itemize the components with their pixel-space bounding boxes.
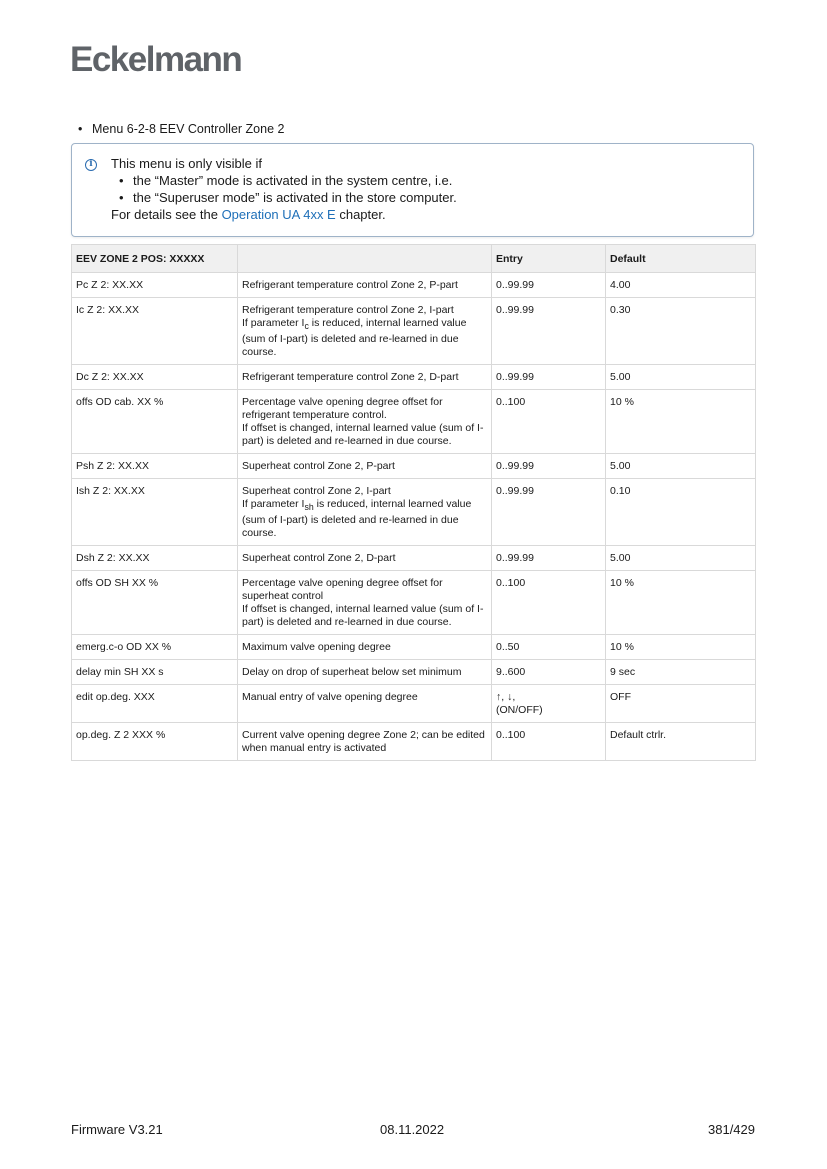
cell-parameter: Dc Z 2: XX.XX — [72, 365, 238, 390]
cell-entry: 0..50 — [492, 635, 606, 660]
cell-default: 9 sec — [606, 660, 756, 685]
cell-parameter: offs OD SH XX % — [72, 571, 238, 635]
table-row — [72, 546, 756, 571]
cell-entry: 0..100 — [492, 390, 606, 454]
cell-default: 10 % — [606, 390, 756, 454]
info-list-item — [111, 189, 457, 206]
bullet-icon: • — [119, 173, 124, 188]
cell-description: Current valve opening degree Zone 2; can be edited when manual entry is activated — [238, 723, 492, 761]
table-row — [72, 723, 756, 761]
cell-description: Refrigerant temperature control Zone 2, D-part — [238, 365, 492, 390]
footer-firmware: Firmware V3.21 — [71, 1122, 163, 1137]
cell-description — [238, 479, 492, 546]
cell-parameter: Psh Z 2: XX.XX — [72, 454, 238, 479]
table-row — [72, 685, 756, 723]
cell-entry: 0..100 — [492, 723, 606, 761]
table-row — [72, 479, 756, 546]
info-details-prefix: For details see the — [111, 207, 222, 222]
cell-default: 10 % — [606, 571, 756, 635]
cell-parameter: offs OD cab. XX % — [72, 390, 238, 454]
table-row — [72, 454, 756, 479]
cell-default: 5.00 — [606, 454, 756, 479]
parameter-subscript: c — [304, 321, 309, 332]
cell-entry: 0..99.99 — [492, 298, 606, 365]
header-default: Default — [606, 245, 756, 273]
description-text: Superheat control Zone 2, I-part If parameter I — [242, 485, 391, 511]
table-header-row — [72, 245, 756, 273]
menu-item-label: Menu 6-2-8 EEV Controller Zone 2 — [92, 122, 285, 136]
description-text: Refrigerant temperature control Zone 2, I-part If parameter I — [242, 304, 454, 329]
cell-default: 0.10 — [606, 479, 756, 546]
table-row — [72, 571, 756, 635]
cell-default: 4.00 — [606, 273, 756, 298]
header-entry: Entry — [492, 245, 606, 273]
cell-default: OFF — [606, 685, 756, 723]
cell-description: Superheat control Zone 2, P-part — [238, 454, 492, 479]
cell-entry: 0..99.99 — [492, 546, 606, 571]
cell-entry: 0..99.99 — [492, 273, 606, 298]
cell-default: 5.00 — [606, 546, 756, 571]
cell-default: 5.00 — [606, 365, 756, 390]
info-list-item-text: the “Superuser mode” is activated in the store computer. — [133, 190, 457, 205]
cell-description: Superheat control Zone 2, D-part — [238, 546, 492, 571]
cell-parameter: edit op.deg. XXX — [72, 685, 238, 723]
parameter-subscript: sh — [304, 502, 314, 513]
info-text — [111, 155, 457, 223]
menu-item-bullet — [78, 122, 284, 136]
header-description — [238, 245, 492, 273]
parameter-table — [71, 244, 756, 761]
cell-default: Default ctrlr. — [606, 723, 756, 761]
description-text: is reduced, internal learned value (sum of I-part) is deleted and re-learned in due course. — [242, 317, 467, 359]
description-text: is reduced, internal learned value (sum of I-part) is deleted and re-learned in due course. — [242, 498, 472, 540]
table-row — [72, 298, 756, 365]
info-list-item-text: the “Master” mode is activated in the system centre, i.e. — [133, 173, 453, 188]
cell-parameter: Ic Z 2: XX.XX — [72, 298, 238, 365]
cell-parameter: Dsh Z 2: XX.XX — [72, 546, 238, 571]
table-row — [72, 390, 756, 454]
cell-description — [238, 298, 492, 365]
cell-entry: ↑, ↓, (ON/OFF) — [492, 685, 606, 723]
cell-entry: 9..600 — [492, 660, 606, 685]
cell-parameter: delay min SH XX s — [72, 660, 238, 685]
info-intro: This menu is only visible if — [111, 156, 262, 171]
bullet-icon: • — [78, 122, 83, 136]
bullet-icon: • — [119, 190, 124, 205]
cell-entry: 0..99.99 — [492, 365, 606, 390]
info-details-suffix: chapter. — [335, 207, 386, 222]
cell-entry: 0..100 — [492, 571, 606, 635]
cell-description: Percentage valve opening degree offset for superheat control If offset is changed, internal learned value (sum of I-part) is deleted and re-learned in due course. — [238, 571, 492, 635]
info-list-item — [111, 172, 457, 189]
footer-date: 08.11.2022 — [380, 1122, 445, 1137]
info-details — [111, 206, 457, 223]
eckelmann-logo: Eckelmann — [70, 40, 242, 79]
cell-entry: 0..99.99 — [492, 479, 606, 546]
operation-chapter-link[interactable]: Operation UA 4xx E — [221, 207, 336, 222]
cell-description: Refrigerant temperature control Zone 2, P-part — [238, 273, 492, 298]
footer-page-number: 381/429 — [708, 1122, 755, 1137]
cell-parameter: op.deg. Z 2 XXX % — [72, 723, 238, 761]
cell-parameter: Pc Z 2: XX.XX — [72, 273, 238, 298]
cell-default: 0.30 — [606, 298, 756, 365]
cell-description: Manual entry of valve opening degree — [238, 685, 492, 723]
info-icon: i — [85, 159, 97, 171]
cell-description: Maximum valve opening degree — [238, 635, 492, 660]
info-box — [71, 143, 754, 237]
table-row — [72, 660, 756, 685]
cell-description: Delay on drop of superheat below set minimum — [238, 660, 492, 685]
header-parameter: EEV ZONE 2 POS: XXXXX — [72, 245, 238, 273]
cell-default: 10 % — [606, 635, 756, 660]
cell-parameter: Ish Z 2: XX.XX — [72, 479, 238, 546]
cell-description: Percentage valve opening degree offset for refrigerant temperature control. If offset is changed, internal learned value (sum of I-part) is deleted and re-learned in due course. — [238, 390, 492, 454]
table-row — [72, 273, 756, 298]
cell-entry: 0..99.99 — [492, 454, 606, 479]
table-row — [72, 365, 756, 390]
cell-parameter: emerg.c-o OD XX % — [72, 635, 238, 660]
table-row — [72, 635, 756, 660]
